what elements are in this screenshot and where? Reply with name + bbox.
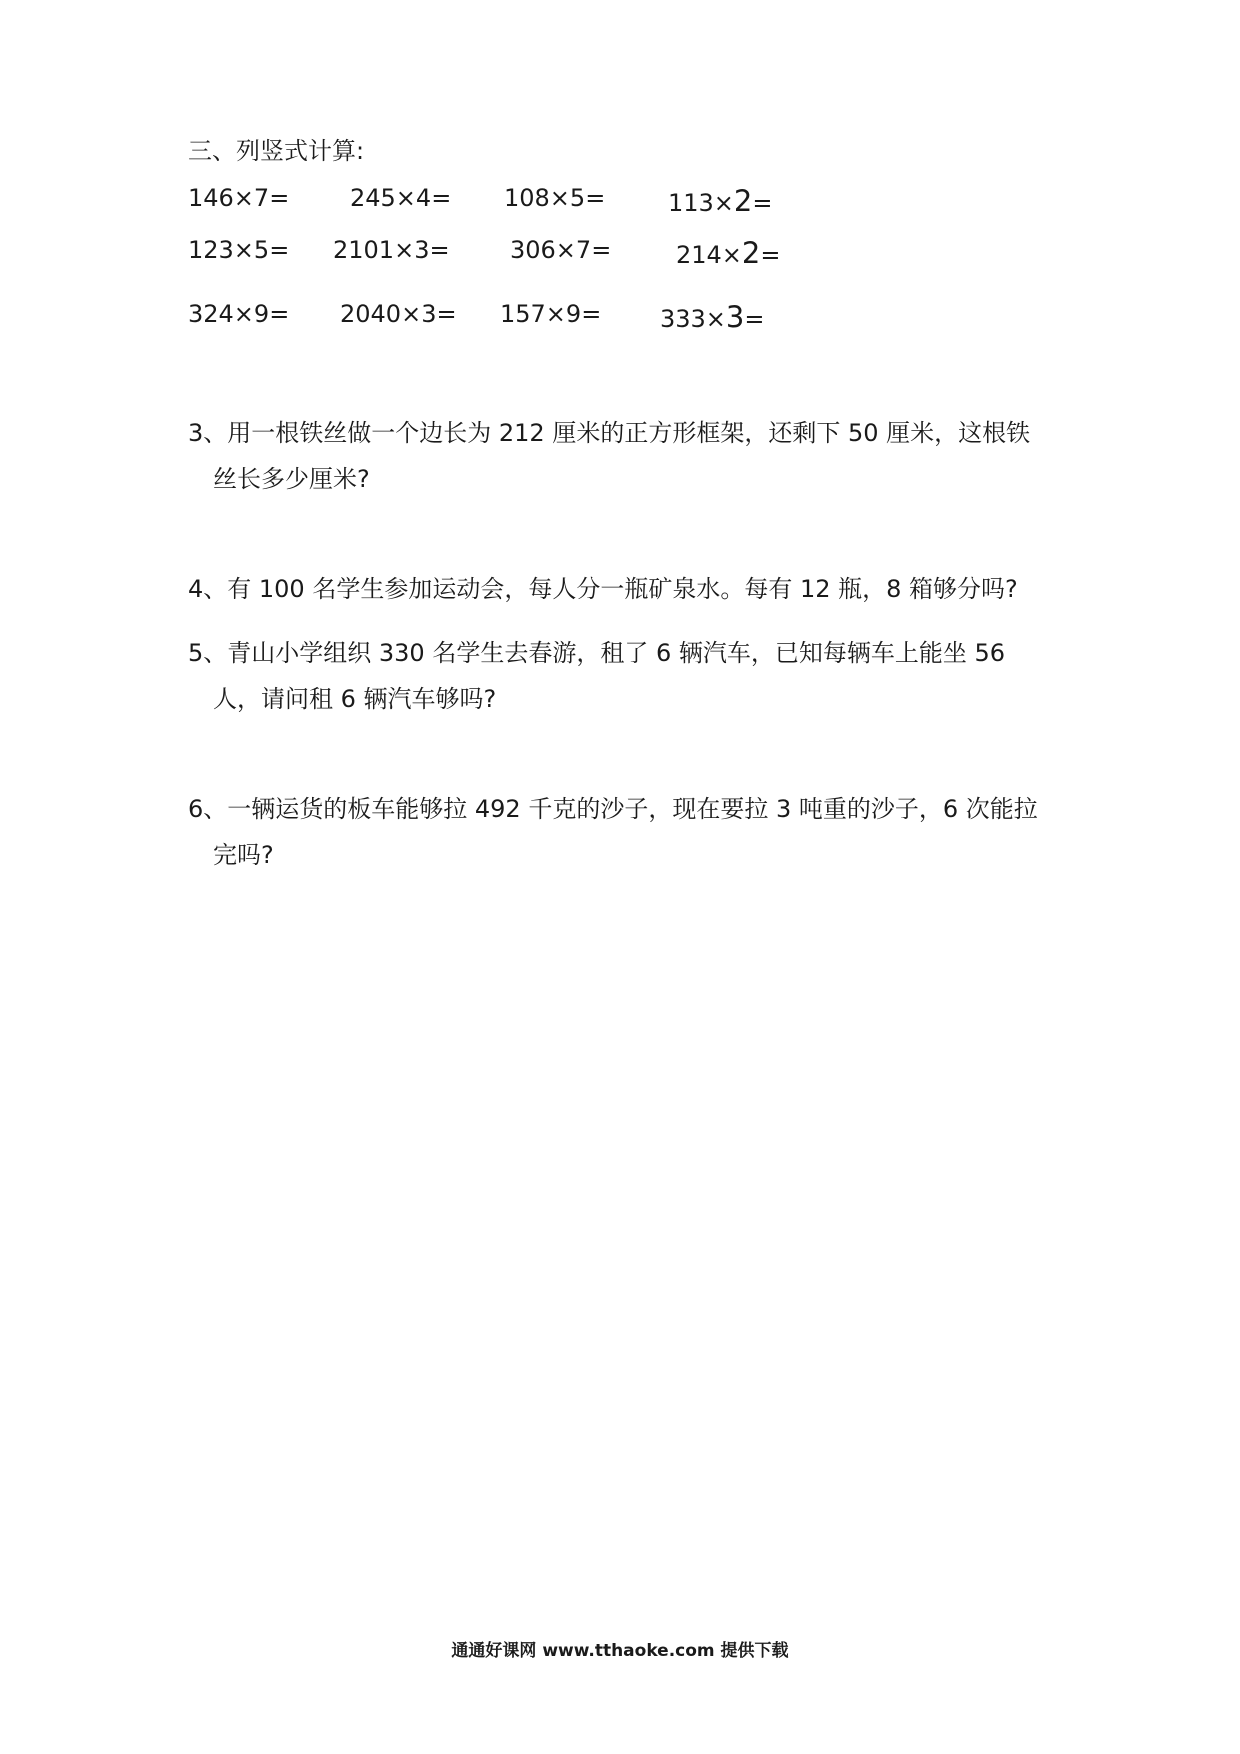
word-problem-4 xyxy=(188,566,1068,612)
calc-expression: 146×7= xyxy=(188,184,290,212)
calc-expression: 157×9= xyxy=(500,300,602,328)
section-title: 三、列竖式计算: xyxy=(188,137,365,165)
problem-line: 3、用一根铁丝做一个边长为 212 厘米的正方形框架，还剩下 50 厘米，这根铁 xyxy=(188,419,1031,447)
multiplier-digit: 2 xyxy=(741,236,761,270)
footer-credit: 通通好课网 www.tthaoke.com 提供下载 xyxy=(451,1641,789,1661)
word-problem-3 xyxy=(188,410,1068,502)
calc-expression: 2040×3= xyxy=(340,300,457,328)
problem-line-continued: 人，请问租 6 辆汽车够吗? xyxy=(213,685,497,713)
multiplier-digit: 3 xyxy=(725,300,745,334)
problem-line: 5、青山小学组织 330 名学生去春游，租了 6 辆汽车，已知每辆车上能坐 56 xyxy=(188,639,1006,667)
calc-expression: 214×2= xyxy=(676,236,781,270)
multiplier-digit: 2 xyxy=(733,184,753,218)
calc-expression: 306×7= xyxy=(510,236,612,264)
calc-expression: 333×3= xyxy=(660,300,765,334)
calc-expression: 123×5= xyxy=(188,236,290,264)
calc-expression: 245×4= xyxy=(350,184,452,212)
calc-expression: 108×5= xyxy=(504,184,606,212)
calc-expression: 113×2= xyxy=(668,184,773,218)
problem-line-continued: 丝长多少厘米? xyxy=(213,465,370,493)
problem-line: 4、有 100 名学生参加运动会，每人分一瓶矿泉水。每有 12 瓶，8 箱够分吗? xyxy=(188,575,1018,603)
word-problem-6 xyxy=(188,786,1068,878)
problem-line-continued: 完吗? xyxy=(213,841,274,869)
word-problem-5 xyxy=(188,630,1068,722)
problem-line: 6、一辆运货的板车能够拉 492 千克的沙子，现在要拉 3 吨重的沙子，6 次能拉 xyxy=(188,795,1038,823)
calc-expression: 324×9= xyxy=(188,300,290,328)
calc-expression: 2101×3= xyxy=(333,236,450,264)
